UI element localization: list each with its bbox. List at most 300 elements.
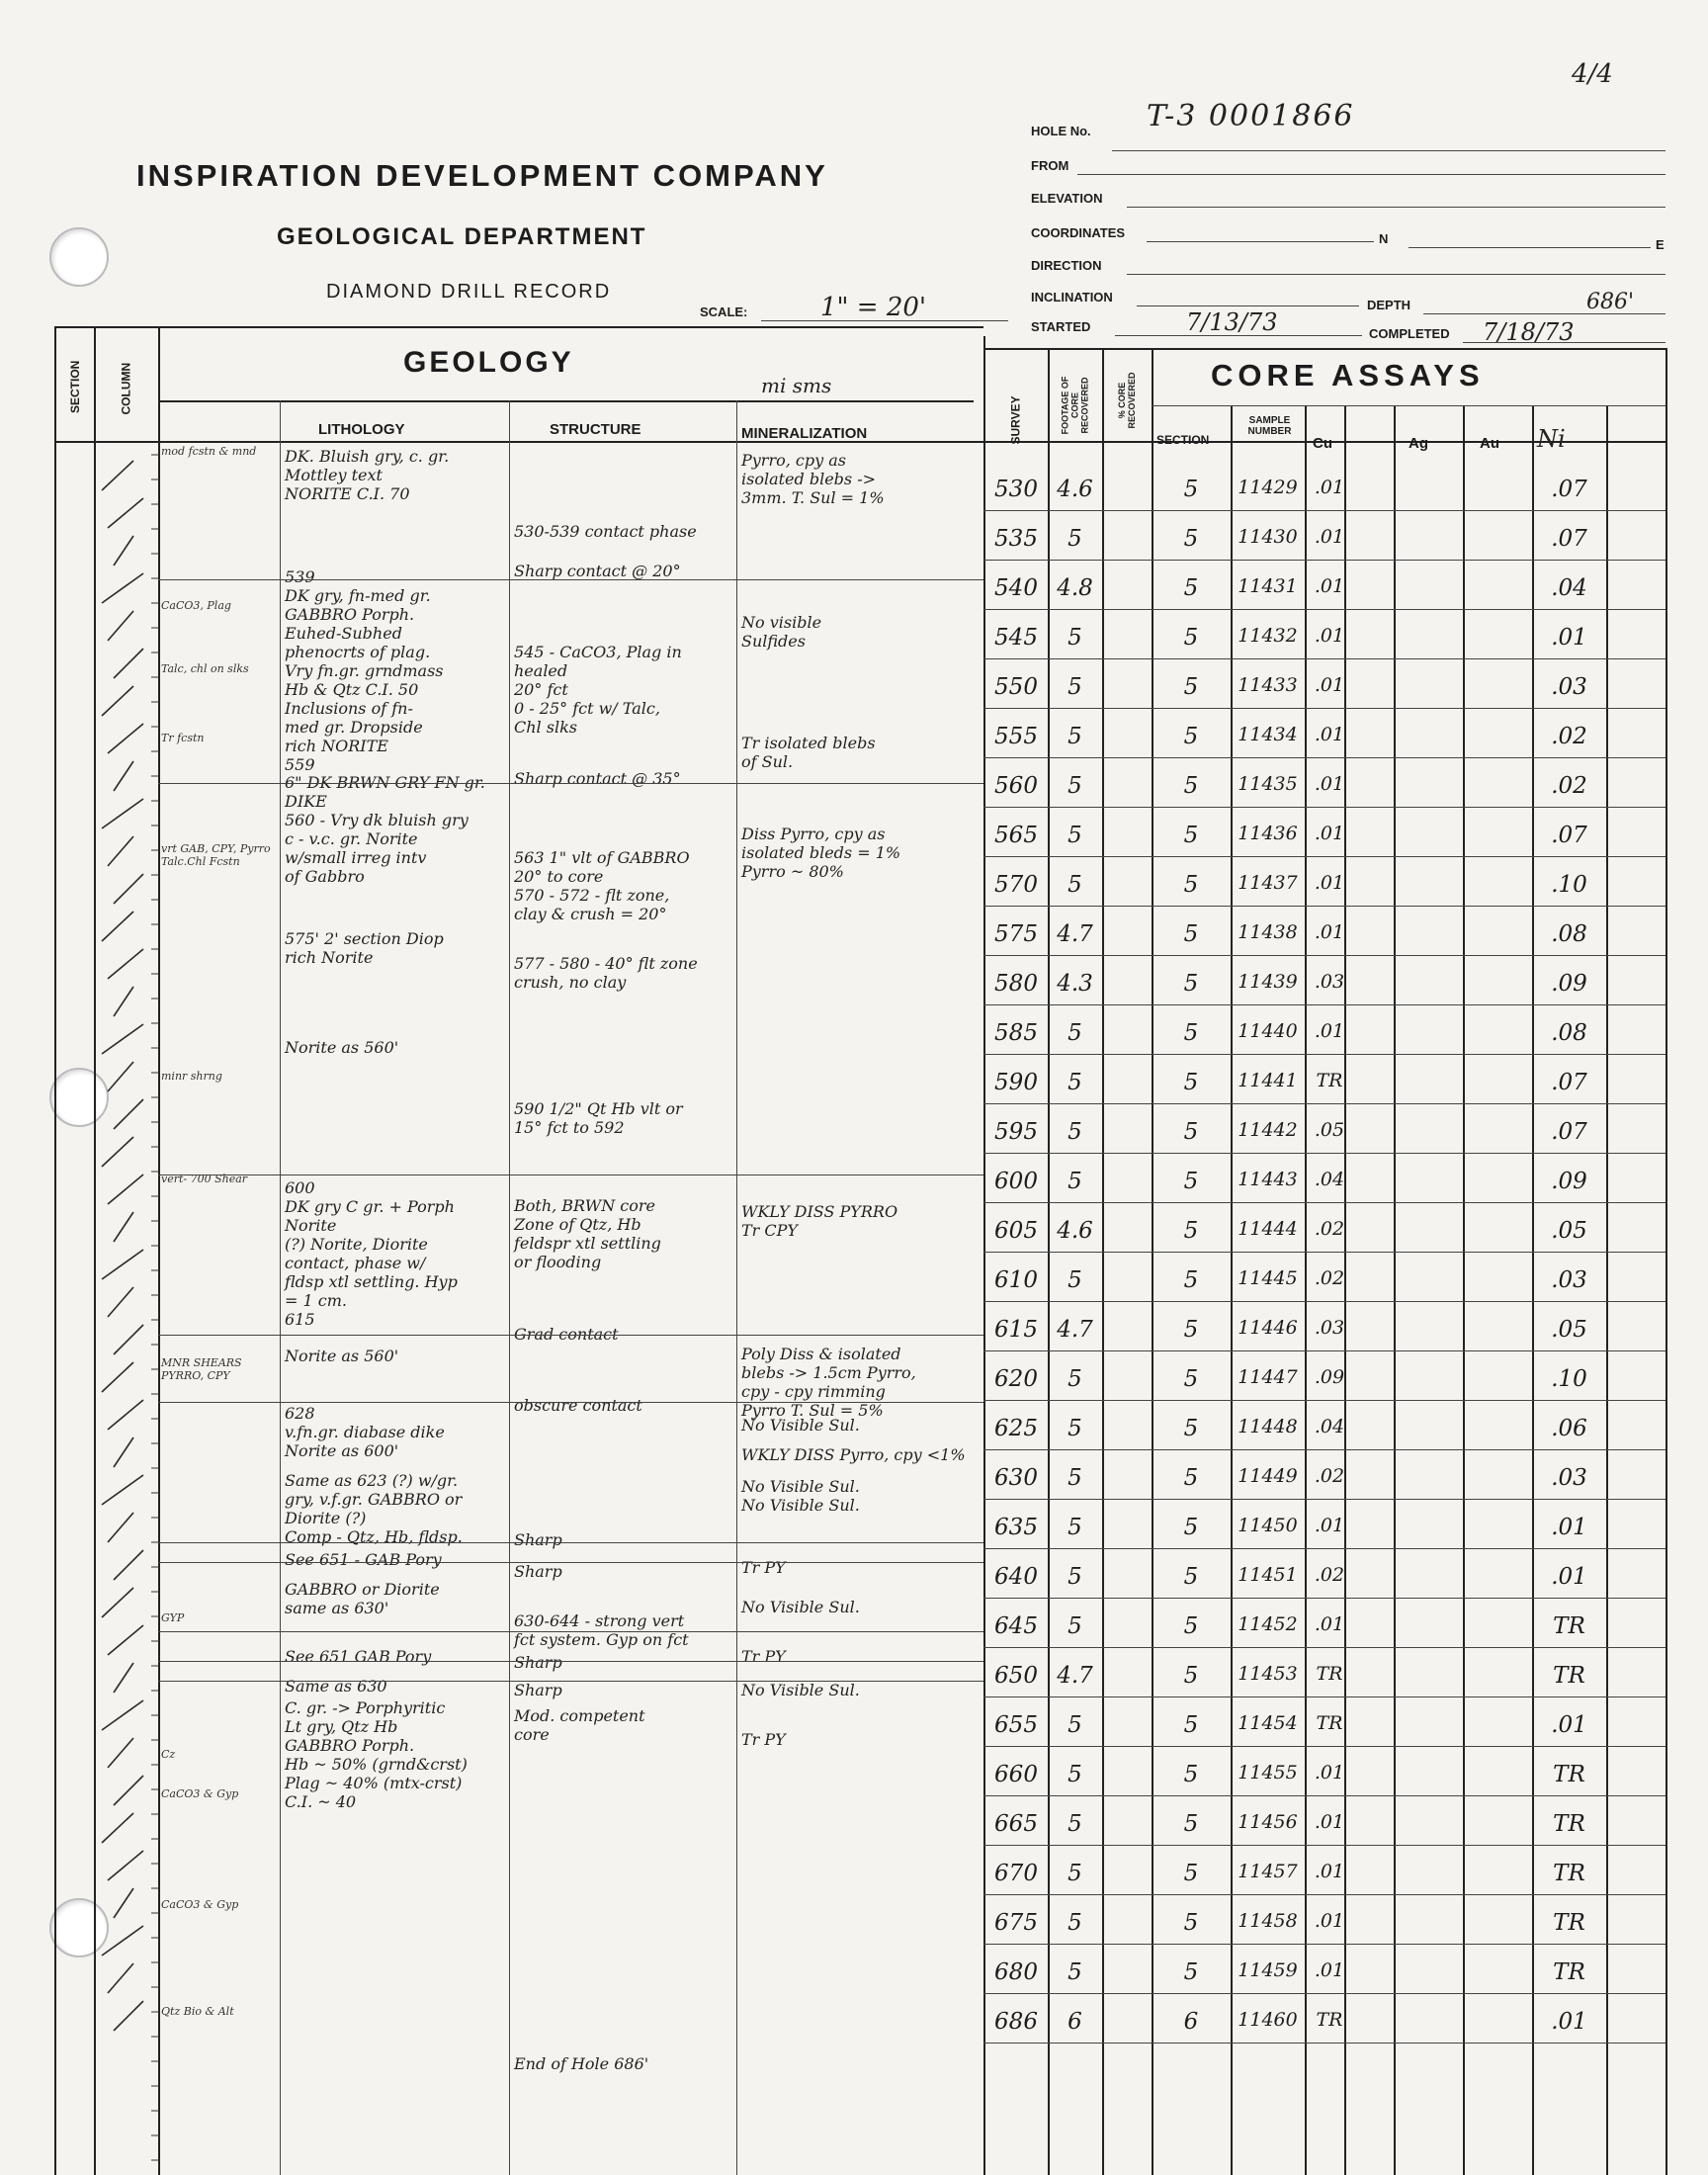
assay-cu-cell: TR: [1316, 1663, 1343, 1685]
assay-footage-cell: 5: [1068, 1366, 1082, 1392]
assay-survey-cell: 655: [994, 1712, 1038, 1738]
direction-label: DIRECTION: [1031, 258, 1102, 273]
lithology-entry: See 651 GAB Pory: [285, 1647, 432, 1666]
fabric-line: [114, 1437, 133, 1467]
assay-section-cell: 5: [1183, 1169, 1199, 1194]
survey-header: SURVEY: [1008, 395, 1023, 445]
assay-cu-cell: .01: [1314, 625, 1345, 647]
column-note: vert- 700 Shear: [161, 1173, 248, 1185]
lithology-entry: Same as 630: [285, 1677, 387, 1696]
row-line: [983, 1894, 1665, 1895]
row-line: [983, 708, 1665, 709]
assay-survey-cell: 550: [994, 674, 1038, 700]
assay-ni-cell: .03: [1551, 674, 1587, 700]
assay-survey-cell: 565: [994, 823, 1038, 848]
column-note: CaCO3 & Gyp: [161, 1787, 239, 1800]
ag-header: Ag: [1409, 435, 1428, 452]
inclination-label: INCLINATION: [1031, 290, 1113, 304]
contact-line: [158, 1542, 983, 1543]
assay-survey-cell: 605: [994, 1218, 1038, 1244]
row-line: [983, 1696, 1665, 1697]
assay-footage-cell: 4.6: [1057, 477, 1093, 502]
assay-sample-cell: 11446: [1238, 1317, 1298, 1339]
assay-footage-cell: 5: [1068, 1811, 1082, 1837]
assay-section-cell: 5: [1183, 724, 1199, 749]
assay-survey-cell: 645: [994, 1613, 1038, 1639]
row-line: [983, 1103, 1665, 1104]
assay-section-cell: 5: [1183, 1119, 1199, 1145]
assay-ni-cell: TR: [1553, 1959, 1585, 1985]
assay-section-cell: 5: [1183, 1712, 1199, 1738]
assay-sample-cell: 11451: [1238, 1564, 1298, 1586]
core-assays-header: CORE ASSAYS: [1211, 358, 1485, 392]
assay-sample-cell: 11460: [1238, 2009, 1298, 2031]
assay-section-cell: 5: [1183, 1366, 1199, 1392]
assay-ni-cell: .02: [1551, 773, 1587, 799]
assay-ni-cell: TR: [1553, 1861, 1585, 1886]
assay-ni-cell: .01: [1551, 1515, 1587, 1540]
assay-survey-cell: 580: [994, 971, 1038, 997]
lithology-entry: 6" DK BRWN GRY FN gr. DIKE 560 - Vry dk bluish gry c - v.c. gr. Norite w/small irreg intv of Gabbro: [285, 773, 485, 886]
fabric-line: [108, 836, 133, 866]
lithology-entry: 575' 2' section Diop rich Norite: [285, 929, 444, 967]
assay-ni-cell: .10: [1551, 1366, 1587, 1392]
row-line: [983, 1548, 1665, 1549]
column-note: GYP: [161, 1611, 185, 1624]
assay-cu-cell: .01: [1314, 1959, 1345, 1981]
record-title: DIAMOND DRILL RECORD: [326, 281, 612, 303]
row-line: [983, 1400, 1665, 1401]
assay-footage-cell: 4.8: [1057, 575, 1093, 601]
assay-section-cell: 5: [1183, 1959, 1199, 1985]
assay-footage-cell: 5: [1068, 1959, 1082, 1985]
structure-entry: 563 1" vlt of GABBRO 20° to core 570 - 572 - flt zone, clay & crush = 20°: [514, 848, 690, 923]
assay-sample-cell: 11442: [1238, 1119, 1298, 1141]
assay-survey-cell: 535: [994, 526, 1038, 552]
assay-cu-cell: .03: [1314, 971, 1345, 993]
fabric-line: [102, 912, 133, 941]
fabric-line: [108, 611, 133, 641]
lithology-entry: GABBRO or Diorite same as 630': [285, 1580, 440, 1617]
assay-section-cell: 5: [1183, 1465, 1199, 1491]
contact-line: [158, 1562, 983, 1563]
column-note: CaCO3 & Gyp: [161, 1898, 239, 1911]
row-line: [983, 560, 1665, 561]
assay-footage-cell: 5: [1068, 1712, 1082, 1738]
fabric-line: [114, 1550, 143, 1580]
assay-section-cell: 5: [1183, 674, 1199, 700]
assay-section-cell: 5: [1183, 526, 1199, 552]
assay-ni-cell: TR: [1553, 1811, 1585, 1837]
fabric-line: [108, 1963, 133, 1993]
assay-ni-cell: .09: [1551, 971, 1587, 997]
fabric-line: [114, 1888, 133, 1918]
department-title: GEOLOGICAL DEPARTMENT: [277, 223, 647, 250]
assay-sample-cell: 11454: [1238, 1712, 1298, 1734]
company-title: INSPIRATION DEVELOPMENT COMPANY: [136, 158, 828, 193]
fabric-line: [102, 1137, 133, 1167]
assay-survey-cell: 530: [994, 477, 1038, 502]
geologist-initials: mi sms: [761, 374, 832, 397]
assay-ni-cell: .07: [1551, 477, 1587, 502]
assay-survey-cell: 625: [994, 1416, 1038, 1441]
assay-survey-cell: 540: [994, 575, 1038, 601]
lithology-entry: See 651 - GAB Pory: [285, 1550, 442, 1569]
assay-survey-cell: 585: [994, 1020, 1038, 1046]
assay-footage-cell: 6: [1068, 2009, 1082, 2035]
assay-section-cell: 5: [1183, 1515, 1199, 1540]
assay-section-cell: 5: [1183, 1218, 1199, 1244]
assay-ni-cell: .10: [1551, 872, 1587, 898]
fabric-line: [108, 498, 143, 528]
contact-line: [158, 1335, 983, 1336]
assay-ni-cell: .04: [1551, 575, 1587, 601]
fabric-line: [108, 1513, 133, 1542]
assay-footage-cell: 4.6: [1057, 1218, 1093, 1244]
structure-entry: Grad contact: [514, 1325, 619, 1344]
row-line: [983, 1598, 1665, 1599]
structure-entry: End of Hole 686': [514, 2054, 649, 2073]
assay-ni-cell: TR: [1553, 1762, 1585, 1787]
row-line: [983, 1499, 1665, 1500]
fabric-line: [102, 1700, 143, 1730]
column-note: Cz: [161, 1748, 176, 1761]
column-graphic: [94, 441, 159, 2175]
mineralization-entry: No visible Sulfides: [741, 613, 822, 651]
page-number: 4/4: [1572, 59, 1613, 89]
row-line: [983, 1944, 1665, 1945]
assay-cu-cell: .01: [1314, 1020, 1345, 1042]
assay-cu-cell: .05: [1314, 1119, 1345, 1141]
fabric-line: [108, 949, 143, 979]
assay-cu-cell: .01: [1314, 477, 1345, 498]
assay-sample-cell: 11441: [1238, 1070, 1298, 1091]
assay-sample-cell: 11435: [1238, 773, 1298, 795]
structure-entry: Sharp contact @ 20°: [514, 562, 681, 580]
assay-cu-cell: .01: [1314, 1811, 1345, 1833]
elevation-line: [1127, 207, 1665, 208]
assay-section-cell: 5: [1183, 921, 1199, 947]
assay-survey-cell: 675: [994, 1910, 1038, 1936]
structure-entry: 630-644 - strong vert fct system. Gyp on fct: [514, 1611, 689, 1649]
completed-label: COMPLETED: [1369, 326, 1450, 341]
assay-cu-cell: .01: [1314, 674, 1345, 696]
structure-entry: 577 - 580 - 40° flt zone crush, no clay: [514, 954, 698, 992]
structure-entry: Both, BRWN core Zone of Qtz, Hb feldspr xtl settling or flooding: [514, 1196, 661, 1271]
assay-sample-cell: 11443: [1238, 1169, 1298, 1190]
fabric-line: [102, 1362, 133, 1392]
assay-footage-cell: 5: [1068, 773, 1082, 799]
au-header: Au: [1480, 435, 1499, 452]
from-line: [1077, 174, 1665, 175]
mineralization-entry: No Visible Sul.: [741, 1416, 860, 1435]
geology-header: GEOLOGY: [403, 346, 574, 379]
structure-entry: 590 1/2" Qt Hb vlt or 15° fct to 592: [514, 1099, 683, 1137]
structure-entry: Sharp contact @ 35°: [514, 769, 681, 788]
assay-footage-cell: 5: [1068, 823, 1082, 848]
contact-line: [158, 1631, 983, 1632]
row-line: [983, 1202, 1665, 1203]
fabric-line: [102, 461, 133, 490]
row-line: [983, 906, 1665, 907]
fabric-line: [114, 1663, 133, 1693]
assay-cu-cell: .01: [1314, 575, 1345, 597]
fabric-line: [108, 1400, 143, 1430]
fabric-line: [108, 1625, 143, 1655]
assay-section-cell: 5: [1183, 1070, 1199, 1095]
assay-sample-cell: 11458: [1238, 1910, 1298, 1932]
assay-ni-cell: .06: [1551, 1416, 1587, 1441]
assay-section-cell: 5: [1183, 872, 1199, 898]
assay-survey-cell: 615: [994, 1317, 1038, 1343]
assay-footage-cell: 5: [1068, 1613, 1082, 1639]
structure-header: STRUCTURE: [550, 421, 641, 438]
assay-footage-cell: 5: [1068, 1465, 1082, 1491]
fabric-line: [102, 1926, 143, 1956]
fabric-line: [102, 1250, 143, 1279]
mineralization-entry: WKLY DISS Pyrro, cpy <1%: [741, 1445, 966, 1464]
assay-footage-cell: 4.7: [1057, 1317, 1093, 1343]
assay-cu-cell: .01: [1314, 823, 1345, 844]
structure-entry: obscure contact: [514, 1396, 642, 1415]
assay-sample-cell: 11436: [1238, 823, 1298, 844]
assay-sample-cell: 11444: [1238, 1218, 1298, 1240]
assay-footage-cell: 5: [1068, 1119, 1082, 1145]
fabric-line: [102, 1024, 143, 1054]
fabric-line: [114, 1212, 133, 1242]
assay-cu-cell: .01: [1314, 526, 1345, 548]
assay-cu-cell: .01: [1314, 1613, 1345, 1635]
mineralization-entry: Tr PY: [741, 1647, 786, 1666]
assay-cu-cell: .02: [1314, 1465, 1345, 1487]
scale-label: SCALE:: [700, 304, 748, 319]
fabric-line: [108, 1062, 133, 1091]
assay-section-cell: 5: [1183, 1564, 1199, 1590]
lithology-entry: Norite as 560': [285, 1347, 399, 1365]
assay-cu-cell: .01: [1314, 1861, 1345, 1882]
fabric-line: [108, 1851, 143, 1880]
contact-line: [158, 1681, 983, 1682]
assay-survey-cell: 560: [994, 773, 1038, 799]
assay-section-cell: 5: [1183, 971, 1199, 997]
lithology-entry: DK. Bluish gry, c. gr. Mottley text NORITE C.I. 70: [285, 447, 450, 503]
row-line: [983, 1301, 1665, 1302]
row-line: [983, 1845, 1665, 1846]
assay-ni-cell: .07: [1551, 1119, 1587, 1145]
assay-sample-cell: 11438: [1238, 921, 1298, 943]
assay-section-cell: 5: [1183, 823, 1199, 848]
assay-survey-cell: 620: [994, 1366, 1038, 1392]
assay-cu-cell: .01: [1314, 872, 1345, 894]
row-line: [983, 1153, 1665, 1154]
assay-cu-cell: TR: [1316, 2009, 1343, 2031]
assay-footage-cell: 5: [1068, 724, 1082, 749]
lithology-entry: 539 DK gry, fn-med gr. GABBRO Porph. Euhed-Subhed phenocrts of plag. Vry fn.gr. grndmass Hb & Qtz C.I. 50 Inclusions of fn- med gr. Dropside rich NORITE 559: [285, 567, 444, 774]
assay-footage-cell: 5: [1068, 1070, 1082, 1095]
assay-ni-cell: .08: [1551, 921, 1587, 947]
assay-ni-cell: TR: [1553, 1910, 1585, 1936]
assay-sample-cell: 11431: [1238, 575, 1298, 597]
assay-cu-cell: .02: [1314, 1267, 1345, 1289]
assay-sample-cell: 11434: [1238, 724, 1298, 745]
hole-label: HOLE No.: [1031, 124, 1091, 138]
column-note: minr shrng: [161, 1070, 222, 1083]
row-line: [983, 1252, 1665, 1253]
coordinates-e-line: [1409, 247, 1651, 248]
assay-cu-cell: .04: [1314, 1416, 1345, 1437]
assay-sample-cell: 11455: [1238, 1762, 1298, 1784]
structure-entry: Sharp: [514, 1562, 562, 1581]
mineralization-entry: Tr isolated blebs of Sul.: [741, 734, 876, 771]
column-note: Talc, chl on slks: [161, 662, 249, 675]
assay-footage-cell: 5: [1068, 872, 1082, 898]
assay-sample-cell: 11433: [1238, 674, 1298, 696]
assay-sample-cell: 11429: [1238, 477, 1298, 498]
assay-ni-cell: TR: [1553, 1663, 1585, 1689]
fabric-line: [108, 1287, 133, 1317]
column-note: CaCO3, Plag: [161, 599, 231, 612]
assay-section-cell: 6: [1183, 2009, 1199, 2035]
assay-section-cell: 5: [1183, 1811, 1199, 1837]
assay-ni-cell: .01: [1551, 1712, 1587, 1738]
assay-ni-cell: .07: [1551, 1070, 1587, 1095]
assay-ni-cell: .01: [1551, 2009, 1587, 2035]
assay-ni-cell: .05: [1551, 1218, 1587, 1244]
column-header: COLUMN: [119, 362, 133, 415]
assay-survey-cell: 555: [994, 724, 1038, 749]
assay-ni-cell: .07: [1551, 823, 1587, 848]
row-line: [983, 1350, 1665, 1351]
lithology-entry: Norite as 560': [285, 1038, 399, 1057]
mineralization-entry: No Visible Sul. No Visible Sul.: [741, 1477, 860, 1515]
assay-cu-cell: .01: [1314, 921, 1345, 943]
assay-ni-cell: .05: [1551, 1317, 1587, 1343]
assay-section-header: SECTION: [1156, 433, 1210, 447]
assay-cu-cell: TR: [1316, 1712, 1343, 1734]
fabric-line: [108, 1738, 133, 1768]
assay-sample-cell: 11450: [1238, 1515, 1298, 1536]
column-note: MNR SHEARS PYRRO, CPY: [161, 1356, 242, 1382]
assay-sample-cell: 11440: [1238, 1020, 1298, 1042]
assay-footage-cell: 5: [1068, 1861, 1082, 1886]
row-line: [983, 1647, 1665, 1648]
assay-section-cell: 5: [1183, 1317, 1199, 1343]
ni-header: Ni: [1537, 425, 1566, 453]
mineralization-entry: Pyrro, cpy as isolated blebs -> 3mm. T. Sul = 1%: [741, 451, 885, 507]
coordinates-label: COORDINATES: [1031, 225, 1126, 240]
scale-value: 1" = 20': [820, 293, 927, 322]
assay-section-cell: 5: [1183, 1613, 1199, 1639]
assay-section-cell: 5: [1183, 1663, 1199, 1689]
assay-survey-cell: 665: [994, 1811, 1038, 1837]
fabric-line: [102, 686, 133, 716]
assay-footage-cell: 5: [1068, 1267, 1082, 1293]
from-label: FROM: [1031, 158, 1069, 173]
direction-line: [1127, 274, 1665, 275]
mineralization-entry: No Visible Sul.: [741, 1681, 860, 1699]
fabric-line: [102, 1813, 133, 1843]
column-note: mod fcstn & mnd: [161, 445, 257, 458]
assay-footage-cell: 5: [1068, 1762, 1082, 1787]
pct-core-header: % CORE RECOVERED: [1117, 372, 1137, 429]
mineralization-entry: No Visible Sul.: [741, 1598, 860, 1616]
mineralization-entry: WKLY DISS PYRRO Tr CPY: [741, 1202, 898, 1240]
assay-survey-cell: 545: [994, 625, 1038, 651]
assay-ni-cell: .01: [1551, 1564, 1587, 1590]
assay-survey-cell: 635: [994, 1515, 1038, 1540]
assay-cu-cell: .04: [1314, 1169, 1345, 1190]
contact-line: [158, 1661, 983, 1662]
assay-survey-cell: 590: [994, 1070, 1038, 1095]
lithology-entry: C. gr. -> Porphyritic Lt gry, Qtz Hb GABBRO Porph. Hb ~ 50% (grnd&crst) Plag ~ 40% (mtx-crst) C.I. ~ 40: [285, 1698, 468, 1811]
fabric-line: [108, 724, 143, 753]
assay-survey-cell: 575: [994, 921, 1038, 947]
assay-ni-cell: .03: [1551, 1465, 1587, 1491]
n-label: N: [1379, 231, 1389, 246]
structure-entry: Sharp: [514, 1653, 562, 1672]
fabric-line: [114, 761, 133, 791]
inclination-line: [1137, 305, 1359, 306]
assay-cu-cell: .01: [1314, 773, 1345, 795]
assay-ni-cell: .08: [1551, 1020, 1587, 1046]
assay-ni-cell: .01: [1551, 625, 1587, 651]
assay-ni-cell: .02: [1551, 724, 1587, 749]
assay-ni-cell: .07: [1551, 526, 1587, 552]
assay-footage-cell: 5: [1068, 1169, 1082, 1194]
fabric-line: [102, 573, 143, 603]
column-note: Qtz Bio & Alt: [161, 2005, 234, 2018]
row-line: [983, 757, 1665, 758]
assay-cu-cell: .03: [1314, 1317, 1345, 1339]
footage-header: FOOTAGE OF CORE RECOVERED: [1060, 376, 1090, 435]
assay-footage-cell: 5: [1068, 1515, 1082, 1540]
assay-survey-cell: 595: [994, 1119, 1038, 1145]
row-line: [983, 807, 1665, 808]
depth-value: 686': [1586, 290, 1635, 314]
assay-section-cell: 5: [1183, 773, 1199, 799]
assay-footage-cell: 5: [1068, 674, 1082, 700]
mineralization-entry: Poly Diss & isolated blebs -> 1.5cm Pyrro, cpy - cpy rimming Pyrro T. Sul = 5%: [741, 1345, 916, 1420]
completed-value: 7/18/73: [1483, 318, 1575, 346]
assay-survey-cell: 680: [994, 1959, 1038, 1985]
assay-sample-cell: 11449: [1238, 1465, 1298, 1487]
row-line: [983, 510, 1665, 511]
structure-entry: Mod. competent core: [514, 1706, 645, 1744]
assay-footage-cell: 4.7: [1057, 921, 1093, 947]
assay-survey-cell: 600: [994, 1169, 1038, 1194]
fabric-line: [114, 1325, 143, 1354]
e-label: E: [1656, 237, 1665, 252]
hole-line: [1112, 150, 1665, 151]
row-line: [983, 1795, 1665, 1796]
cu-header: Cu: [1313, 435, 1332, 452]
fabric-line: [114, 2001, 143, 2031]
structure-entry: Sharp: [514, 1530, 562, 1549]
assay-cu-cell: .01: [1314, 1910, 1345, 1932]
column-note: vrt GAB, CPY, Pyrro Talc.Chl Fcstn: [161, 842, 271, 868]
assay-section-cell: 5: [1183, 1416, 1199, 1441]
row-line: [983, 856, 1665, 857]
assay-section-cell: 5: [1183, 477, 1199, 502]
assay-cu-cell: .09: [1314, 1366, 1345, 1388]
row-line: [983, 1449, 1665, 1450]
started-value: 7/13/73: [1186, 308, 1278, 336]
assay-survey-cell: 640: [994, 1564, 1038, 1590]
fabric-line: [102, 1588, 133, 1617]
assay-sample-cell: 11457: [1238, 1861, 1298, 1882]
document-stamp: T-3 0001866: [1147, 99, 1355, 133]
contact-line: [158, 783, 983, 784]
